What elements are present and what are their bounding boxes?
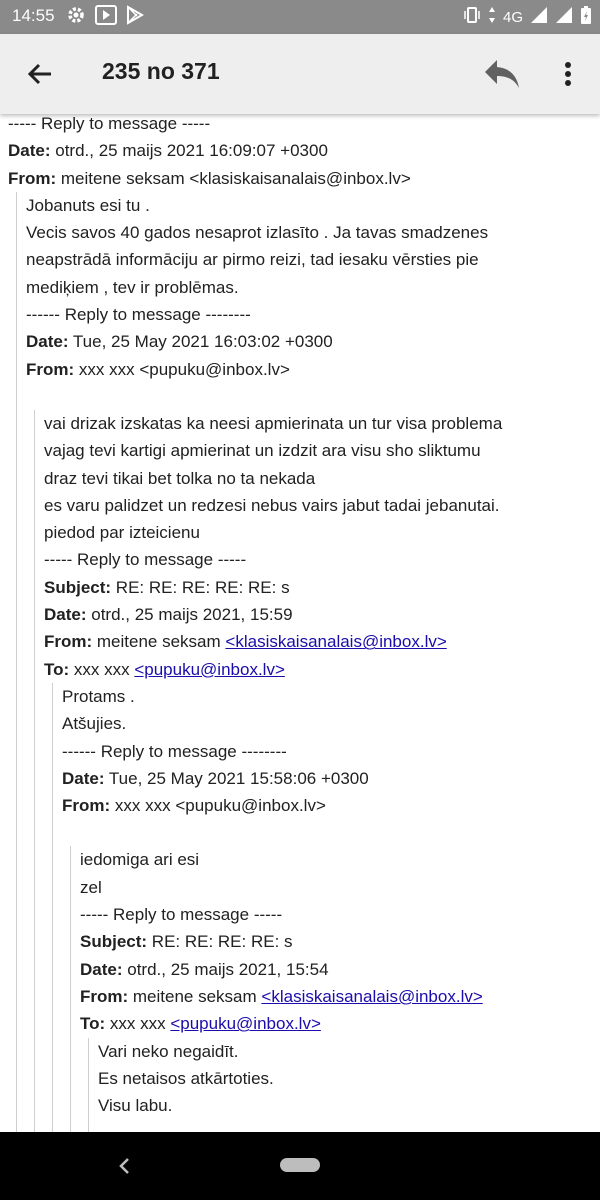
signal-icon — [530, 6, 548, 29]
quote-level-4 — [70, 846, 600, 1132]
back-arrow-icon[interactable] — [22, 56, 58, 92]
header-date: Date: Tue, 25 May 2021 15:58:06 +0300 — [62, 768, 369, 788]
body-line: vai drizak izskatas ka neesi apmierinata un tur visa problema — [44, 413, 503, 433]
navigation-bar — [0, 1132, 600, 1200]
data-arrows-icon — [488, 6, 496, 29]
nav-home-pill[interactable] — [280, 1158, 320, 1172]
settings-icon — [66, 5, 86, 30]
header-from: From: xxx xxx <pupuku@inbox.lv> — [62, 796, 326, 816]
header-date: Date: otrd., 25 maijs 2021, 15:59 — [44, 605, 293, 625]
network-type: 4G — [502, 9, 523, 26]
reply-marker: ----- Reply to message ----- — [80, 905, 283, 925]
body-line: es varu palidzet un redzesi nebus vairs jabut tadai jebanutai. — [44, 495, 500, 515]
google-play-icon — [126, 5, 144, 30]
toolbar — [0, 34, 600, 114]
status-left-icons — [66, 5, 153, 30]
more-vert-icon[interactable] — [552, 56, 584, 92]
to-email-link[interactable]: <pupuku@inbox.lv> — [134, 659, 285, 679]
play-store-icon — [95, 5, 117, 30]
body-line: vajag tevi kartigi apmierinat un izdzit ara visu sho sliktumu — [44, 441, 481, 461]
quote-level-5 — [88, 1038, 600, 1133]
quote-level-1 — [16, 192, 600, 1132]
header-from: From: meitene seksam <klasiskaisanalais@inbox.lv> — [44, 632, 447, 652]
header-date: Date: otrd., 25 maijs 2021 16:09:07 +0300 — [8, 141, 328, 161]
vibrate-icon — [463, 6, 481, 29]
body-line: Es netaisos atkārtoties. — [98, 1068, 274, 1088]
body-line: piedod par izteicienu — [44, 523, 200, 543]
body-line: Jobanuts esi tu . — [26, 195, 150, 215]
reply-marker: ----- Reply to message ----- — [44, 550, 247, 570]
header-to: To: xxx xxx <pupuku@inbox.lv> — [44, 659, 285, 679]
status-bar — [0, 0, 600, 34]
body-line: mediķiem , tev ir problēmas. — [26, 277, 239, 297]
body-line: Atšujies. — [62, 714, 127, 734]
body-line: neapstrādā informāciju ar pirmo reizi, tad iesaku vērsties pie — [26, 250, 479, 270]
to-email-link[interactable]: <pupuku@inbox.lv> — [170, 1014, 321, 1034]
quote-level-3 — [52, 683, 600, 1132]
body-line: draz tevi tikai bet tolka no ta nekada — [44, 468, 316, 488]
body-line: Vari neko negaidīt. — [98, 1041, 239, 1061]
reply-marker: ----- Reply to message ----- — [8, 114, 211, 133]
from-email-link[interactable]: <klasiskaisanalais@inbox.lv> — [261, 986, 483, 1006]
toolbar-title: 235 no 371 — [102, 58, 220, 84]
header-to: To: xxx xxx <pupuku@inbox.lv> — [80, 1014, 321, 1034]
reply-icon[interactable] — [482, 56, 522, 92]
body-line: zel — [80, 877, 102, 897]
body-line: iedomiga ari esi — [80, 850, 200, 870]
reply-marker: ------ Reply to message -------- — [62, 741, 287, 761]
message-body[interactable] — [0, 114, 600, 1132]
battery-charging-icon — [580, 5, 592, 30]
header-date: Date: otrd., 25 maijs 2021, 15:54 — [80, 959, 329, 979]
header-from: From: meitene seksam <klasiskaisanalais@inbox.lv> — [8, 168, 411, 188]
header-subject: Subject: RE: RE: RE: RE: RE: s — [44, 577, 290, 597]
nav-back-icon[interactable] — [112, 1152, 136, 1180]
body-line: Visu labu. — [98, 1096, 173, 1116]
body-line: Vecis savos 40 gados nesaprot izlasīto . Ja tavas smadzenes — [26, 223, 489, 243]
header-date: Date: Tue, 25 May 2021 16:03:02 +0300 — [26, 332, 333, 352]
header-from: From: xxx xxx <pupuku@inbox.lv> — [26, 359, 290, 379]
from-email-link[interactable]: <klasiskaisanalais@inbox.lv> — [225, 632, 447, 652]
header-subject: Subject: RE: RE: RE: RE: s — [80, 932, 293, 952]
quote-level-2 — [34, 410, 600, 1132]
header-from: From: meitene seksam <klasiskaisanalais@inbox.lv> — [80, 986, 483, 1006]
status-right-icons — [456, 5, 592, 30]
body-line: Protams . — [62, 686, 135, 706]
signal-icon-2 — [555, 6, 573, 29]
status-time: 14:55 — [12, 6, 55, 25]
reply-marker: ------ Reply to message -------- — [26, 305, 251, 325]
